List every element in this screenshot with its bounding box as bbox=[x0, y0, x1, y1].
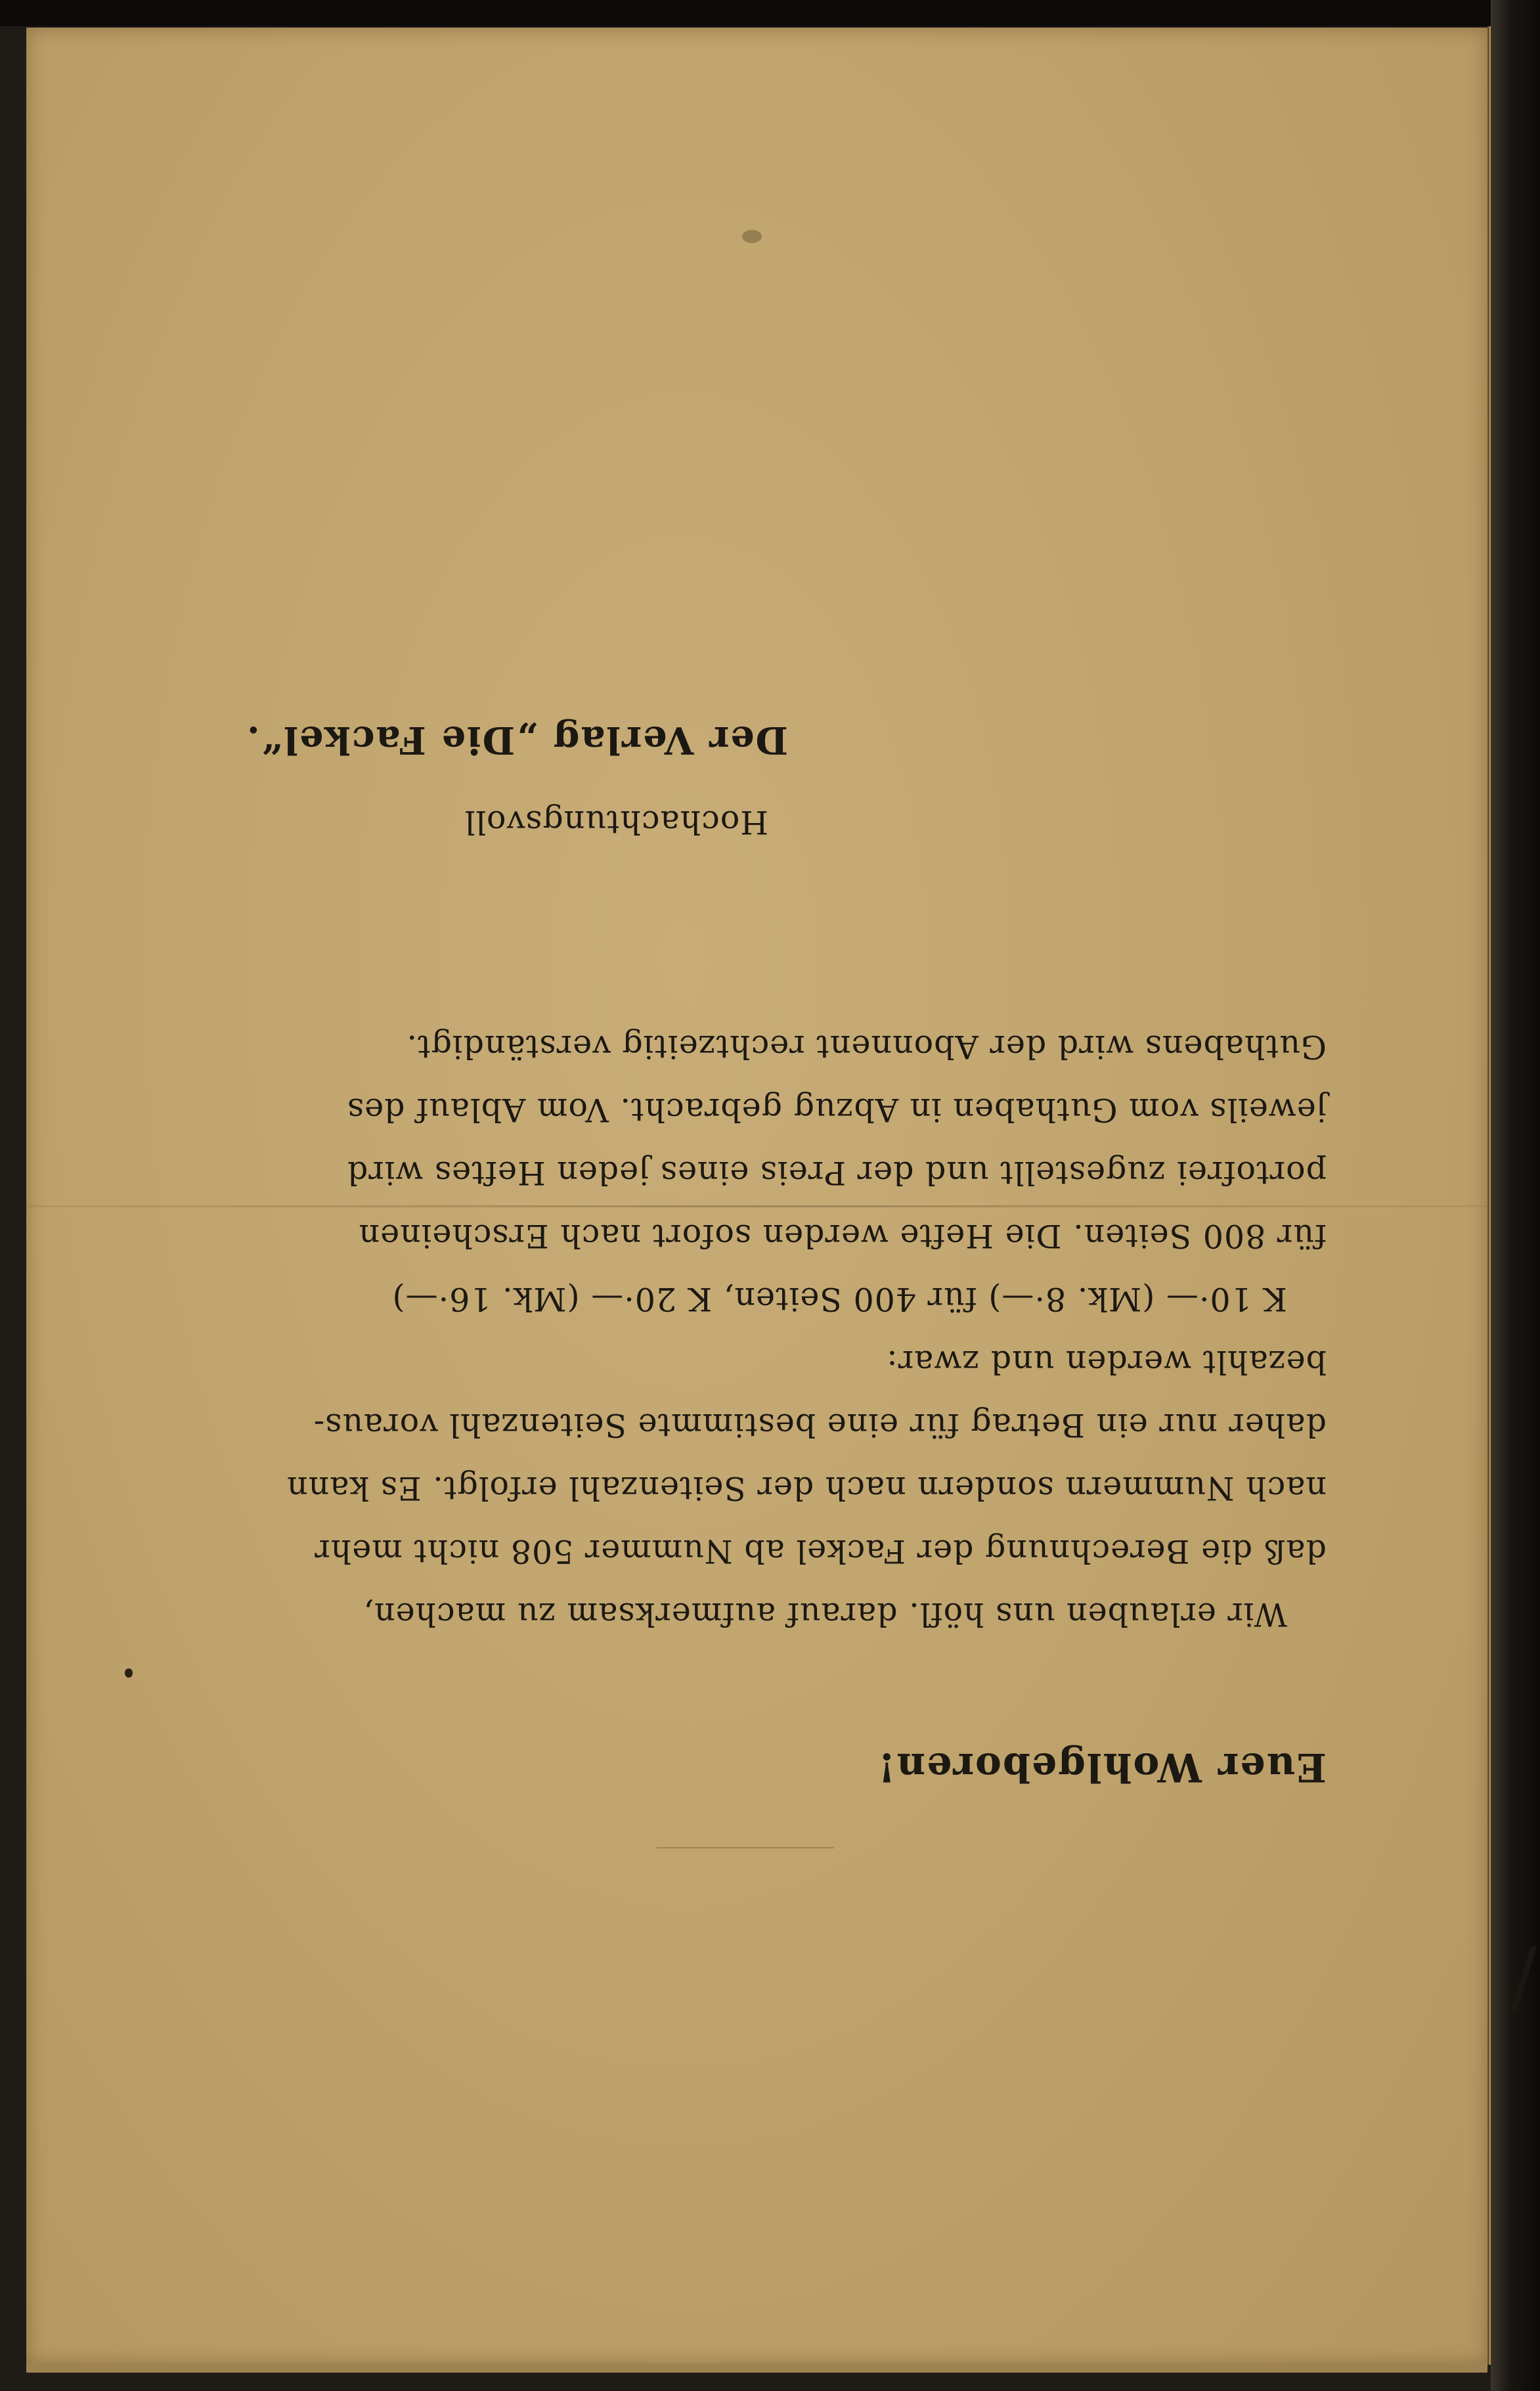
text-line: nach Nummern sondern nach der Seitenzahl erfolgt. Es kann bbox=[286, 1469, 1327, 1507]
faint-rule bbox=[657, 1847, 834, 1848]
ink-spot bbox=[125, 1668, 133, 1678]
salutation: Euer Wohlgeboren! bbox=[877, 1744, 1327, 1790]
scan-top-border bbox=[0, 0, 1540, 26]
margin-pencil-mark: / bbox=[1510, 1931, 1537, 2022]
text-line: Wir erlauben uns höfl. darauf aufmerksam zu machen, bbox=[363, 1596, 1287, 1633]
paragraph-2 bbox=[197, 1015, 1327, 1330]
text-line: K 10·— (Mk. 8·—) für 400 Seiten, K 20·— (Mk. 16·—) bbox=[391, 1280, 1287, 1318]
text-line: für 800 Seiten. Die Hefte werden sofort nach Erscheinen bbox=[358, 1217, 1327, 1255]
paper-smudge bbox=[742, 230, 762, 243]
letter-body bbox=[197, 1015, 1327, 1645]
paragraph-1 bbox=[197, 1330, 1327, 1645]
paper-bottom-edge bbox=[26, 2363, 1487, 2373]
signature-publisher: Der Verlag „Die Fackel“. bbox=[245, 718, 788, 762]
upside-down-letter bbox=[197, 696, 1327, 1790]
text-line: portofrei zugestellt und der Preis eines jeden Heftes wird bbox=[347, 1154, 1327, 1192]
closing-phrase: Hochachtungsvoll bbox=[464, 803, 768, 841]
text-line: Guthabens wird der Abonnent rechtzeitig verständigt. bbox=[406, 1028, 1327, 1065]
text-line: daher nur ein Betrag für eine bestimmte Seitenzahl voraus- bbox=[313, 1406, 1327, 1444]
text-line: bezahlt werden und zwar: bbox=[886, 1343, 1327, 1381]
text-line: daß die Berechnung der Fackel ab Nummer 508 nicht mehr bbox=[314, 1532, 1327, 1570]
text-line: jeweils vom Guthaben in Abzug gebracht. Vom Ablauf des bbox=[346, 1091, 1327, 1128]
